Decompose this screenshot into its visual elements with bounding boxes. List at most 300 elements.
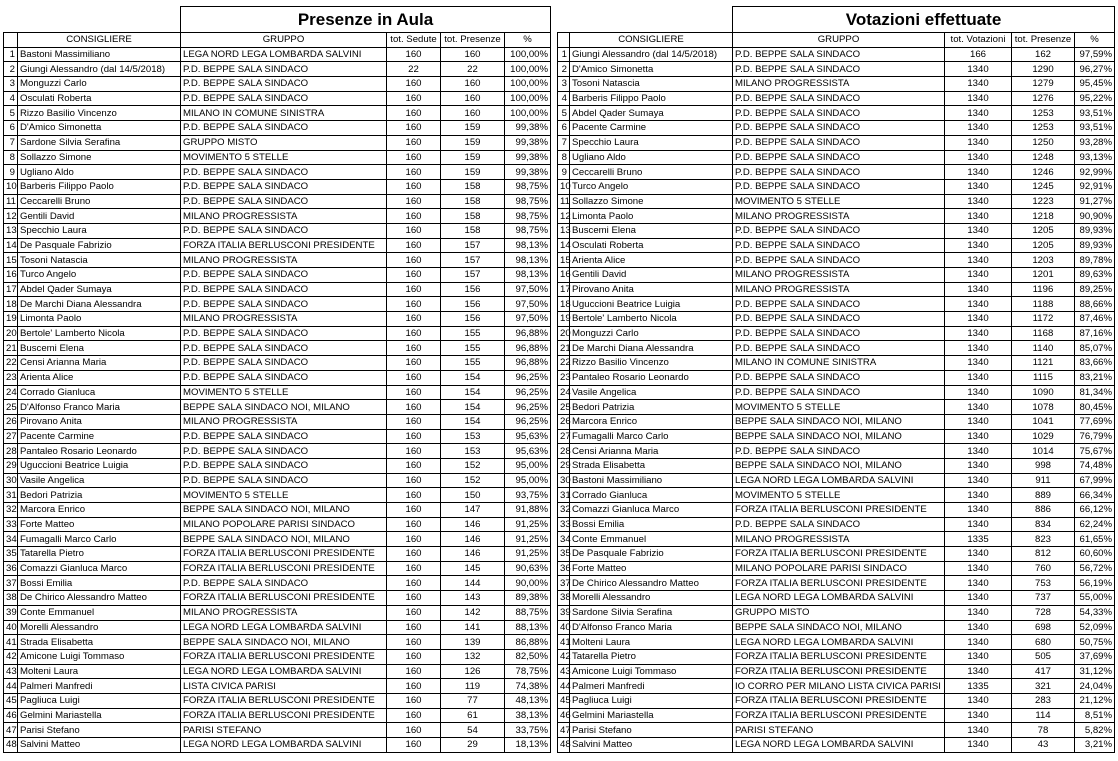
- consigliere-name: D'Amico Simonetta: [570, 62, 733, 77]
- row-number: 14: [4, 238, 18, 253]
- percent-value: 98,75%: [505, 194, 551, 209]
- percent-value: 5,82%: [1075, 723, 1115, 738]
- gruppo-name: MOVIMENTO 5 STELLE: [181, 488, 387, 503]
- gruppo-name: MILANO IN COMUNE SINISTRA: [733, 356, 945, 371]
- row-number: 35: [558, 547, 570, 562]
- tot-presenze: 1205: [1012, 223, 1075, 238]
- tot-count: 1340: [945, 708, 1012, 723]
- consigliere-name: Conte Emmanuel: [570, 532, 733, 547]
- consigliere-name: Parisi Stefano: [570, 723, 733, 738]
- gruppo-name: P.D. BEPPE SALA SINDACO: [733, 135, 945, 150]
- row-number: 13: [558, 223, 570, 238]
- tot-count: 160: [387, 282, 441, 297]
- tot-count: 1340: [945, 135, 1012, 150]
- consigliere-name: Marcora Enrico: [18, 503, 181, 518]
- consigliere-name: D'Amico Simonetta: [18, 121, 181, 136]
- tot-presenze: 889: [1012, 488, 1075, 503]
- gruppo-name: P.D. BEPPE SALA SINDACO: [733, 223, 945, 238]
- percent-value: 99,38%: [505, 165, 551, 180]
- tot-count: 1340: [945, 738, 1012, 753]
- tot-count: 1340: [945, 503, 1012, 518]
- row-number: 6: [558, 121, 570, 136]
- consigliere-name: Gelmini Mariastella: [18, 708, 181, 723]
- percent-value: 91,25%: [505, 532, 551, 547]
- table-row: [4, 561, 551, 576]
- consigliere-name: Specchio Laura: [18, 223, 181, 238]
- table-row: [558, 370, 1115, 385]
- row-number: 36: [4, 561, 18, 576]
- tot-presenze: 43: [1012, 738, 1075, 753]
- percent-value: 89,38%: [505, 591, 551, 606]
- percent-value: 91,25%: [505, 517, 551, 532]
- consigliere-name: Specchio Laura: [570, 135, 733, 150]
- gruppo-name: LEGA NORD LEGA LOMBARDA SALVINI: [181, 738, 387, 753]
- gruppo-name: MOVIMENTO 5 STELLE: [733, 194, 945, 209]
- gruppo-name: FORZA ITALIA BERLUSCONI PRESIDENTE: [181, 238, 387, 253]
- gruppo-name: FORZA ITALIA BERLUSCONI PRESIDENTE: [181, 561, 387, 576]
- tot-count: 160: [387, 414, 441, 429]
- tot-count: 1340: [945, 635, 1012, 650]
- tot-presenze: 1223: [1012, 194, 1075, 209]
- table-row: [558, 282, 1115, 297]
- tot-presenze: 1140: [1012, 341, 1075, 356]
- tot-presenze: 834: [1012, 517, 1075, 532]
- consigliere-name: Bertole' Lamberto Nicola: [570, 312, 733, 327]
- table-row: [4, 179, 551, 194]
- tot-presenze: 1276: [1012, 91, 1075, 106]
- row-number: 30: [4, 473, 18, 488]
- tot-presenze: 146: [441, 517, 505, 532]
- row-number: 1: [4, 47, 18, 62]
- tot-presenze: 1290: [1012, 62, 1075, 77]
- row-number: 43: [4, 664, 18, 679]
- gruppo-name: LEGA NORD LEGA LOMBARDA SALVINI: [181, 664, 387, 679]
- gruppo-name: P.D. BEPPE SALA SINDACO: [733, 297, 945, 312]
- gruppo-name: LEGA NORD LEGA LOMBARDA SALVINI: [733, 591, 945, 606]
- table-row: [4, 576, 551, 591]
- row-number: 8: [558, 150, 570, 165]
- tot-count: 160: [387, 429, 441, 444]
- percent-value: 56,72%: [1075, 561, 1115, 576]
- tot-presenze: 132: [441, 649, 505, 664]
- tot-presenze: 1041: [1012, 414, 1075, 429]
- consigliere-name: Rizzo Basilio Vincenzo: [570, 356, 733, 371]
- row-number: 11: [558, 194, 570, 209]
- presenze-table: [3, 6, 551, 753]
- consigliere-name: Abdel Qader Sumaya: [570, 106, 733, 121]
- row-number: 44: [558, 679, 570, 694]
- tot-count: 1340: [945, 77, 1012, 92]
- header-percent: %: [1075, 33, 1115, 48]
- tot-presenze: 153: [441, 444, 505, 459]
- percent-value: 74,38%: [505, 679, 551, 694]
- gruppo-name: BEPPE SALA SINDACO NOI, MILANO: [181, 503, 387, 518]
- row-number: 29: [558, 458, 570, 473]
- gruppo-name: PARISI STEFANO: [733, 723, 945, 738]
- gruppo-name: PARISI STEFANO: [181, 723, 387, 738]
- tot-count: 1340: [945, 561, 1012, 576]
- table-row: [558, 91, 1115, 106]
- presenze-header-row: [4, 33, 551, 48]
- consigliere-name: Pacente Carmine: [18, 429, 181, 444]
- table-row: [558, 414, 1115, 429]
- tot-count: 160: [387, 517, 441, 532]
- tot-presenze: 142: [441, 605, 505, 620]
- percent-value: 99,38%: [505, 121, 551, 136]
- row-number: 35: [4, 547, 18, 562]
- tot-count: 1340: [945, 165, 1012, 180]
- row-number: 17: [558, 282, 570, 297]
- gruppo-name: BEPPE SALA SINDACO NOI, MILANO: [733, 458, 945, 473]
- tot-presenze: 1245: [1012, 179, 1075, 194]
- consigliere-name: Molteni Laura: [18, 664, 181, 679]
- tot-count: 1340: [945, 693, 1012, 708]
- tot-count: 160: [387, 370, 441, 385]
- tot-presenze: 283: [1012, 693, 1075, 708]
- tot-count: 1340: [945, 649, 1012, 664]
- tot-presenze: 145: [441, 561, 505, 576]
- gruppo-name: LISTA CIVICA PARISI: [181, 679, 387, 694]
- consigliere-name: Buscemi Elena: [570, 223, 733, 238]
- tot-count: 160: [387, 268, 441, 283]
- tot-count: 1340: [945, 223, 1012, 238]
- presenze-title: Presenze in Aula: [181, 7, 551, 33]
- consigliere-name: De Marchi Diana Alessandra: [570, 341, 733, 356]
- table-row: [558, 517, 1115, 532]
- percent-value: 93,28%: [1075, 135, 1115, 150]
- header-tot-presenze: tot. Presenze: [441, 33, 505, 48]
- percent-value: 93,51%: [1075, 121, 1115, 136]
- row-number: 38: [4, 591, 18, 606]
- tot-count: 160: [387, 635, 441, 650]
- tot-count: 160: [387, 77, 441, 92]
- tot-count: 160: [387, 385, 441, 400]
- header-gruppo: GRUPPO: [181, 33, 387, 48]
- percent-value: 89,63%: [1075, 268, 1115, 283]
- tot-presenze: 680: [1012, 635, 1075, 650]
- tot-count: 160: [387, 106, 441, 121]
- row-number: 11: [4, 194, 18, 209]
- percent-value: 50,75%: [1075, 635, 1115, 650]
- table-row: [558, 503, 1115, 518]
- tot-count: 1340: [945, 341, 1012, 356]
- tot-count: 160: [387, 121, 441, 136]
- consigliere-name: Ceccarelli Bruno: [18, 194, 181, 209]
- percent-value: 89,93%: [1075, 238, 1115, 253]
- percent-value: 85,07%: [1075, 341, 1115, 356]
- percent-value: 87,16%: [1075, 326, 1115, 341]
- tot-count: 1340: [945, 517, 1012, 532]
- row-number: 18: [4, 297, 18, 312]
- table-row: [4, 282, 551, 297]
- row-number: 22: [558, 356, 570, 371]
- tot-count: 160: [387, 591, 441, 606]
- percent-value: 97,50%: [505, 282, 551, 297]
- tot-count: 1340: [945, 238, 1012, 253]
- percent-value: 96,88%: [505, 356, 551, 371]
- tot-presenze: 61: [441, 708, 505, 723]
- tot-count: 1340: [945, 547, 1012, 562]
- table-row: [558, 150, 1115, 165]
- gruppo-name: MILANO PROGRESSISTA: [733, 282, 945, 297]
- gruppo-name: P.D. BEPPE SALA SINDACO: [181, 370, 387, 385]
- tot-presenze: 156: [441, 297, 505, 312]
- table-row: [558, 268, 1115, 283]
- tot-count: 1340: [945, 209, 1012, 224]
- percent-value: 60,60%: [1075, 547, 1115, 562]
- consigliere-name: Uguccioni Beatrice Luigia: [18, 458, 181, 473]
- tot-presenze: 154: [441, 370, 505, 385]
- percent-value: 78,75%: [505, 664, 551, 679]
- tot-count: 160: [387, 547, 441, 562]
- gruppo-name: FORZA ITALIA BERLUSCONI PRESIDENTE: [181, 547, 387, 562]
- table-row: [4, 517, 551, 532]
- table-row: [558, 297, 1115, 312]
- tot-count: 1340: [945, 282, 1012, 297]
- table-row: [4, 429, 551, 444]
- row-number: 32: [558, 503, 570, 518]
- percent-value: 83,66%: [1075, 356, 1115, 371]
- tot-presenze: 1205: [1012, 238, 1075, 253]
- consigliere-name: Sollazzo Simone: [18, 150, 181, 165]
- tot-presenze: 143: [441, 591, 505, 606]
- gruppo-name: P.D. BEPPE SALA SINDACO: [733, 385, 945, 400]
- tot-count: 160: [387, 649, 441, 664]
- percent-value: 91,88%: [505, 503, 551, 518]
- gruppo-name: P.D. BEPPE SALA SINDACO: [181, 194, 387, 209]
- tot-presenze: 152: [441, 458, 505, 473]
- consigliere-name: Sardone Silvia Serafina: [18, 135, 181, 150]
- percent-value: 21,12%: [1075, 693, 1115, 708]
- gruppo-name: P.D. BEPPE SALA SINDACO: [181, 165, 387, 180]
- table-row: [4, 414, 551, 429]
- gruppo-name: P.D. BEPPE SALA SINDACO: [733, 121, 945, 136]
- percent-value: 95,00%: [505, 473, 551, 488]
- row-number: 25: [4, 400, 18, 415]
- table-row: [558, 341, 1115, 356]
- tot-presenze: 144: [441, 576, 505, 591]
- percent-value: 37,69%: [1075, 649, 1115, 664]
- row-number: 4: [4, 91, 18, 106]
- consigliere-name: Corrado Gianluca: [570, 488, 733, 503]
- table-row: [4, 268, 551, 283]
- row-number: 5: [558, 106, 570, 121]
- table-row: [4, 326, 551, 341]
- table-row: [4, 356, 551, 371]
- consigliere-name: Palmeri Manfredi: [18, 679, 181, 694]
- tot-count: 1340: [945, 106, 1012, 121]
- consigliere-name: Ugliano Aldo: [18, 165, 181, 180]
- percent-value: 88,13%: [505, 620, 551, 635]
- row-number: 22: [4, 356, 18, 371]
- consigliere-name: Giungi Alessandro (dal 14/5/2018): [18, 62, 181, 77]
- tot-presenze: 155: [441, 356, 505, 371]
- gruppo-name: MOVIMENTO 5 STELLE: [181, 385, 387, 400]
- gruppo-name: P.D. BEPPE SALA SINDACO: [733, 312, 945, 327]
- tot-presenze: 152: [441, 473, 505, 488]
- consigliere-name: Strada Elisabetta: [570, 458, 733, 473]
- consigliere-name: Uguccioni Beatrice Luigia: [570, 297, 733, 312]
- row-number: 24: [4, 385, 18, 400]
- row-number: 37: [4, 576, 18, 591]
- consigliere-name: Osculati Roberta: [570, 238, 733, 253]
- gruppo-name: FORZA ITALIA BERLUSCONI PRESIDENTE: [181, 708, 387, 723]
- row-number: 5: [4, 106, 18, 121]
- row-number: 39: [4, 605, 18, 620]
- consigliere-name: Bedori Patrizia: [18, 488, 181, 503]
- percent-value: 62,24%: [1075, 517, 1115, 532]
- gruppo-name: FORZA ITALIA BERLUSCONI PRESIDENTE: [733, 664, 945, 679]
- row-number: 29: [4, 458, 18, 473]
- gruppo-name: P.D. BEPPE SALA SINDACO: [181, 356, 387, 371]
- consigliere-name: Forte Matteo: [18, 517, 181, 532]
- tot-presenze: 158: [441, 194, 505, 209]
- table-row: [4, 62, 551, 77]
- consigliere-name: Censi Arianna Maria: [570, 444, 733, 459]
- consigliere-name: D'Alfonso Franco Maria: [18, 400, 181, 415]
- row-number: 42: [558, 649, 570, 664]
- table-row: [4, 135, 551, 150]
- consigliere-name: Parisi Stefano: [18, 723, 181, 738]
- table-row: [558, 620, 1115, 635]
- row-number: 37: [558, 576, 570, 591]
- tot-presenze: 119: [441, 679, 505, 694]
- row-number: 30: [558, 473, 570, 488]
- row-number: 28: [558, 444, 570, 459]
- tot-presenze: 1279: [1012, 77, 1075, 92]
- row-number: 2: [4, 62, 18, 77]
- row-number: 4: [558, 91, 570, 106]
- tot-count: 160: [387, 223, 441, 238]
- row-number: 36: [558, 561, 570, 576]
- percent-value: 96,88%: [505, 326, 551, 341]
- tot-presenze: 29: [441, 738, 505, 753]
- consigliere-name: Bossi Emilia: [18, 576, 181, 591]
- tot-presenze: 158: [441, 179, 505, 194]
- tot-count: 160: [387, 708, 441, 723]
- gruppo-name: BEPPE SALA SINDACO NOI, MILANO: [733, 620, 945, 635]
- row-number: 7: [558, 135, 570, 150]
- tot-count: 1340: [945, 297, 1012, 312]
- tot-count: 1340: [945, 605, 1012, 620]
- table-row: [4, 312, 551, 327]
- percent-value: 89,25%: [1075, 282, 1115, 297]
- gruppo-name: P.D. BEPPE SALA SINDACO: [181, 77, 387, 92]
- row-number: 16: [558, 268, 570, 283]
- table-row: [4, 341, 551, 356]
- tot-count: 160: [387, 297, 441, 312]
- tot-count: 1340: [945, 326, 1012, 341]
- gruppo-name: P.D. BEPPE SALA SINDACO: [181, 121, 387, 136]
- tot-presenze: 160: [441, 91, 505, 106]
- percent-value: 99,38%: [505, 150, 551, 165]
- row-number: 9: [558, 165, 570, 180]
- row-number: 34: [4, 532, 18, 547]
- tot-count: 160: [387, 194, 441, 209]
- row-number: 46: [558, 708, 570, 723]
- table-row: [558, 400, 1115, 415]
- table-row: [4, 708, 551, 723]
- consigliere-name: Gelmini Mariastella: [570, 708, 733, 723]
- tot-count: 166: [945, 47, 1012, 62]
- row-number: 26: [558, 414, 570, 429]
- table-row: [4, 47, 551, 62]
- percent-value: 93,51%: [1075, 106, 1115, 121]
- table-row: [558, 179, 1115, 194]
- row-number: 14: [558, 238, 570, 253]
- percent-value: 95,63%: [505, 444, 551, 459]
- tot-count: 1335: [945, 679, 1012, 694]
- tot-presenze: 141: [441, 620, 505, 635]
- percent-value: 100,00%: [505, 91, 551, 106]
- table-row: [558, 209, 1115, 224]
- row-number: 45: [4, 693, 18, 708]
- tot-presenze: 157: [441, 238, 505, 253]
- gruppo-name: P.D. BEPPE SALA SINDACO: [733, 150, 945, 165]
- consigliere-name: Ceccarelli Bruno: [570, 165, 733, 180]
- percent-value: 98,75%: [505, 179, 551, 194]
- tot-presenze: 156: [441, 282, 505, 297]
- gruppo-name: P.D. BEPPE SALA SINDACO: [733, 326, 945, 341]
- percent-value: 95,22%: [1075, 91, 1115, 106]
- consigliere-name: De Marchi Diana Alessandra: [18, 297, 181, 312]
- row-number: 15: [4, 253, 18, 268]
- consigliere-name: Barberis Filippo Paolo: [570, 91, 733, 106]
- gruppo-name: FORZA ITALIA BERLUSCONI PRESIDENTE: [181, 693, 387, 708]
- gruppo-name: MOVIMENTO 5 STELLE: [181, 150, 387, 165]
- row-number: 12: [4, 209, 18, 224]
- gruppo-name: MOVIMENTO 5 STELLE: [733, 488, 945, 503]
- percent-value: 56,19%: [1075, 576, 1115, 591]
- tot-presenze: 1172: [1012, 312, 1075, 327]
- table-row: [4, 223, 551, 238]
- consigliere-name: Strada Elisabetta: [18, 635, 181, 650]
- tot-presenze: 1246: [1012, 165, 1075, 180]
- percent-value: 100,00%: [505, 47, 551, 62]
- gruppo-name: FORZA ITALIA BERLUSCONI PRESIDENTE: [733, 503, 945, 518]
- row-number: 15: [558, 253, 570, 268]
- percent-value: 95,00%: [505, 458, 551, 473]
- tot-count: 160: [387, 458, 441, 473]
- table-row: [4, 91, 551, 106]
- percent-value: 92,91%: [1075, 179, 1115, 194]
- tot-presenze: 155: [441, 326, 505, 341]
- tot-presenze: 139: [441, 635, 505, 650]
- table-row: [558, 326, 1115, 341]
- percent-value: 98,13%: [505, 253, 551, 268]
- row-number: 48: [4, 738, 18, 753]
- tot-count: 1340: [945, 620, 1012, 635]
- consigliere-name: Arienta Alice: [18, 370, 181, 385]
- table-row: [4, 209, 551, 224]
- table-row: [558, 693, 1115, 708]
- row-number: 41: [558, 635, 570, 650]
- row-number: 27: [558, 429, 570, 444]
- tot-count: 160: [387, 326, 441, 341]
- table-row: [558, 547, 1115, 562]
- percent-value: 96,25%: [505, 414, 551, 429]
- tot-count: 160: [387, 620, 441, 635]
- tot-presenze: 753: [1012, 576, 1075, 591]
- consigliere-name: Limonta Paolo: [18, 312, 181, 327]
- percent-value: 66,34%: [1075, 488, 1115, 503]
- table-row: [4, 194, 551, 209]
- table-row: [4, 165, 551, 180]
- gruppo-name: P.D. BEPPE SALA SINDACO: [181, 91, 387, 106]
- gruppo-name: P.D. BEPPE SALA SINDACO: [733, 253, 945, 268]
- row-number: 24: [558, 385, 570, 400]
- gruppo-name: FORZA ITALIA BERLUSCONI PRESIDENTE: [733, 576, 945, 591]
